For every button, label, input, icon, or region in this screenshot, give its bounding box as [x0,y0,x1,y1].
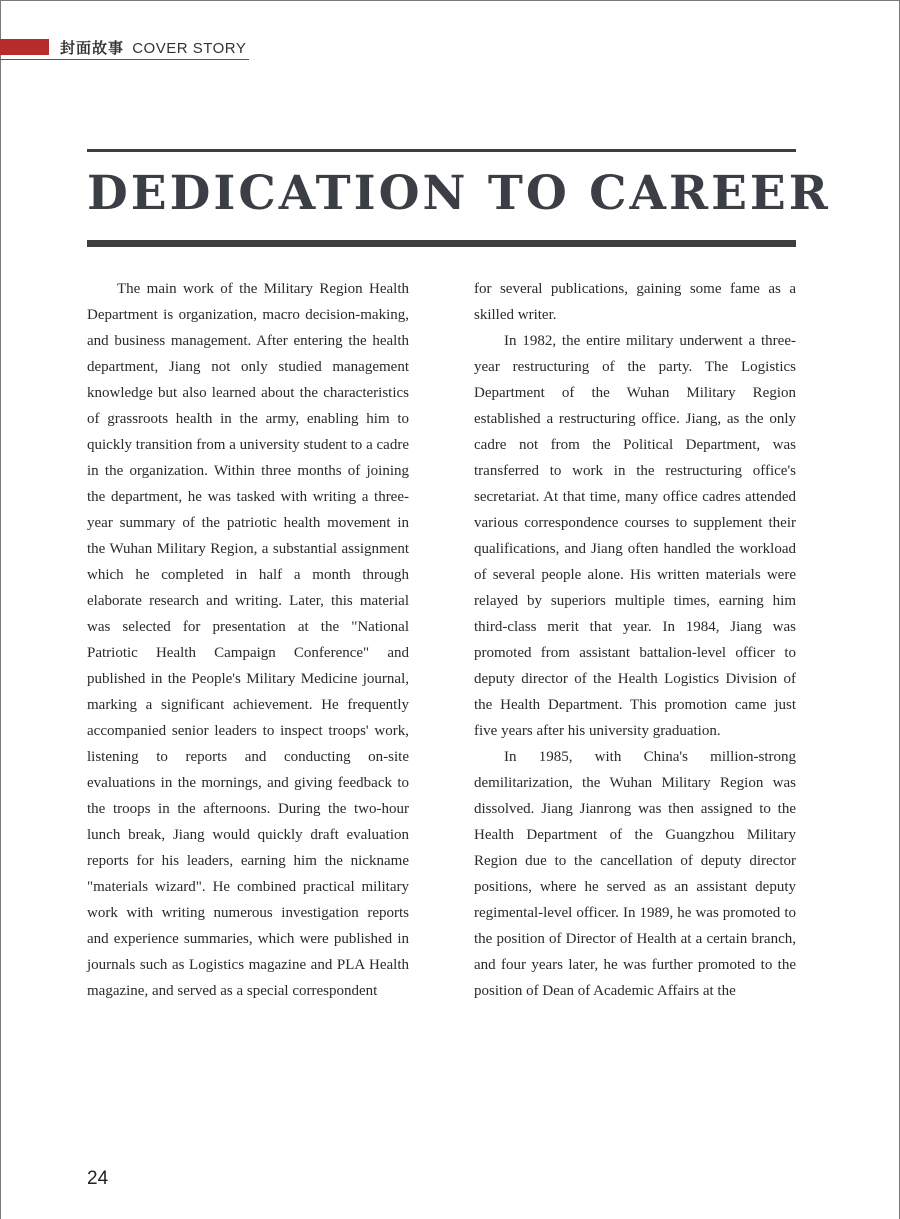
title-rule-top [87,149,796,152]
section-label-english: COVER STORY [132,40,247,57]
paragraph: for several publications, gaining some fame as a skilled writer. [474,281,796,323]
paragraph: In 1982, the entire military underwent a three-year restructuring of the party. The Logistics Department of the Wuhan Military Region established a restructuring office. Jiang, as the only cadre not from the Political Department, was transferred to work in the restructuring office's secretariat. At that time, many office cadres attended various correspondence courses to supplement their qualifications, and Jiang often handled the workload of several people alone. His written materials were relayed by superiors multiple times, earning him third-class merit that year. In 1984, Jiang was promoted from assistant battalion-level officer to deputy director of the Health Logistics Division of the Health Department. This promotion came just five years after his university graduation. [474,333,796,739]
paragraph: In 1985, with China's million-strong demilitarization, the Wuhan Military Region was dissolved. Jiang Jianrong was then assigned to the Health Department of the Guangzhou Military Region due to the cancellation of deputy director positions, where he served as an assistant deputy regimental-level officer. In 1989, he was promoted to the position of Director of Health at a certain branch, and four years later, he was further promoted to the position of Dean of Academic Affairs at the [474,749,796,999]
page-number: 24 [87,1168,109,1189]
section-underline [0,59,249,60]
section-header [60,37,246,58]
left-text-column [87,276,409,1004]
title-rule-bottom [87,240,796,247]
right-text-column [474,276,796,1004]
section-accent-bar [0,39,49,55]
page-border-top [0,0,900,1]
page-border-left [0,0,1,1219]
article-title: DEDICATION TO CAREER [87,166,831,221]
section-label-chinese: 封面故事 [60,40,125,57]
paragraph: The main work of the Military Region Health Department is organization, macro decision-making, and business management. After entering the health department, Jiang not only studied management knowledge but also learned about the characteristics of grassroots health in the army, enabling him to quickly transition from a university student to a cadre in the organization. Within three months of joining the department, he was tasked with writing a three-year summary of the patriotic health movement in the Wuhan Military Region, a substantial assignment which he completed in half a month through elaborate research and writing. Later, this material was selected for presentation at the "National Patriotic Health Campaign Conference" and published in the People's Military Medicine journal, marking a significant achievement. He frequently accompanied senior leaders to inspect troops' work, listening to reports and conducting on-site evaluations in the mornings, and giving feedback to the troops in the afternoons. During the two-hour lunch break, Jiang would quickly draft evaluation reports for his leaders, earning him the nickname "materials wizard". He combined practical military work with writing numerous investigation reports and experience summaries, which were published in journals such as Logistics magazine and PLA Health magazine, and served as a special correspondent [87,281,409,999]
